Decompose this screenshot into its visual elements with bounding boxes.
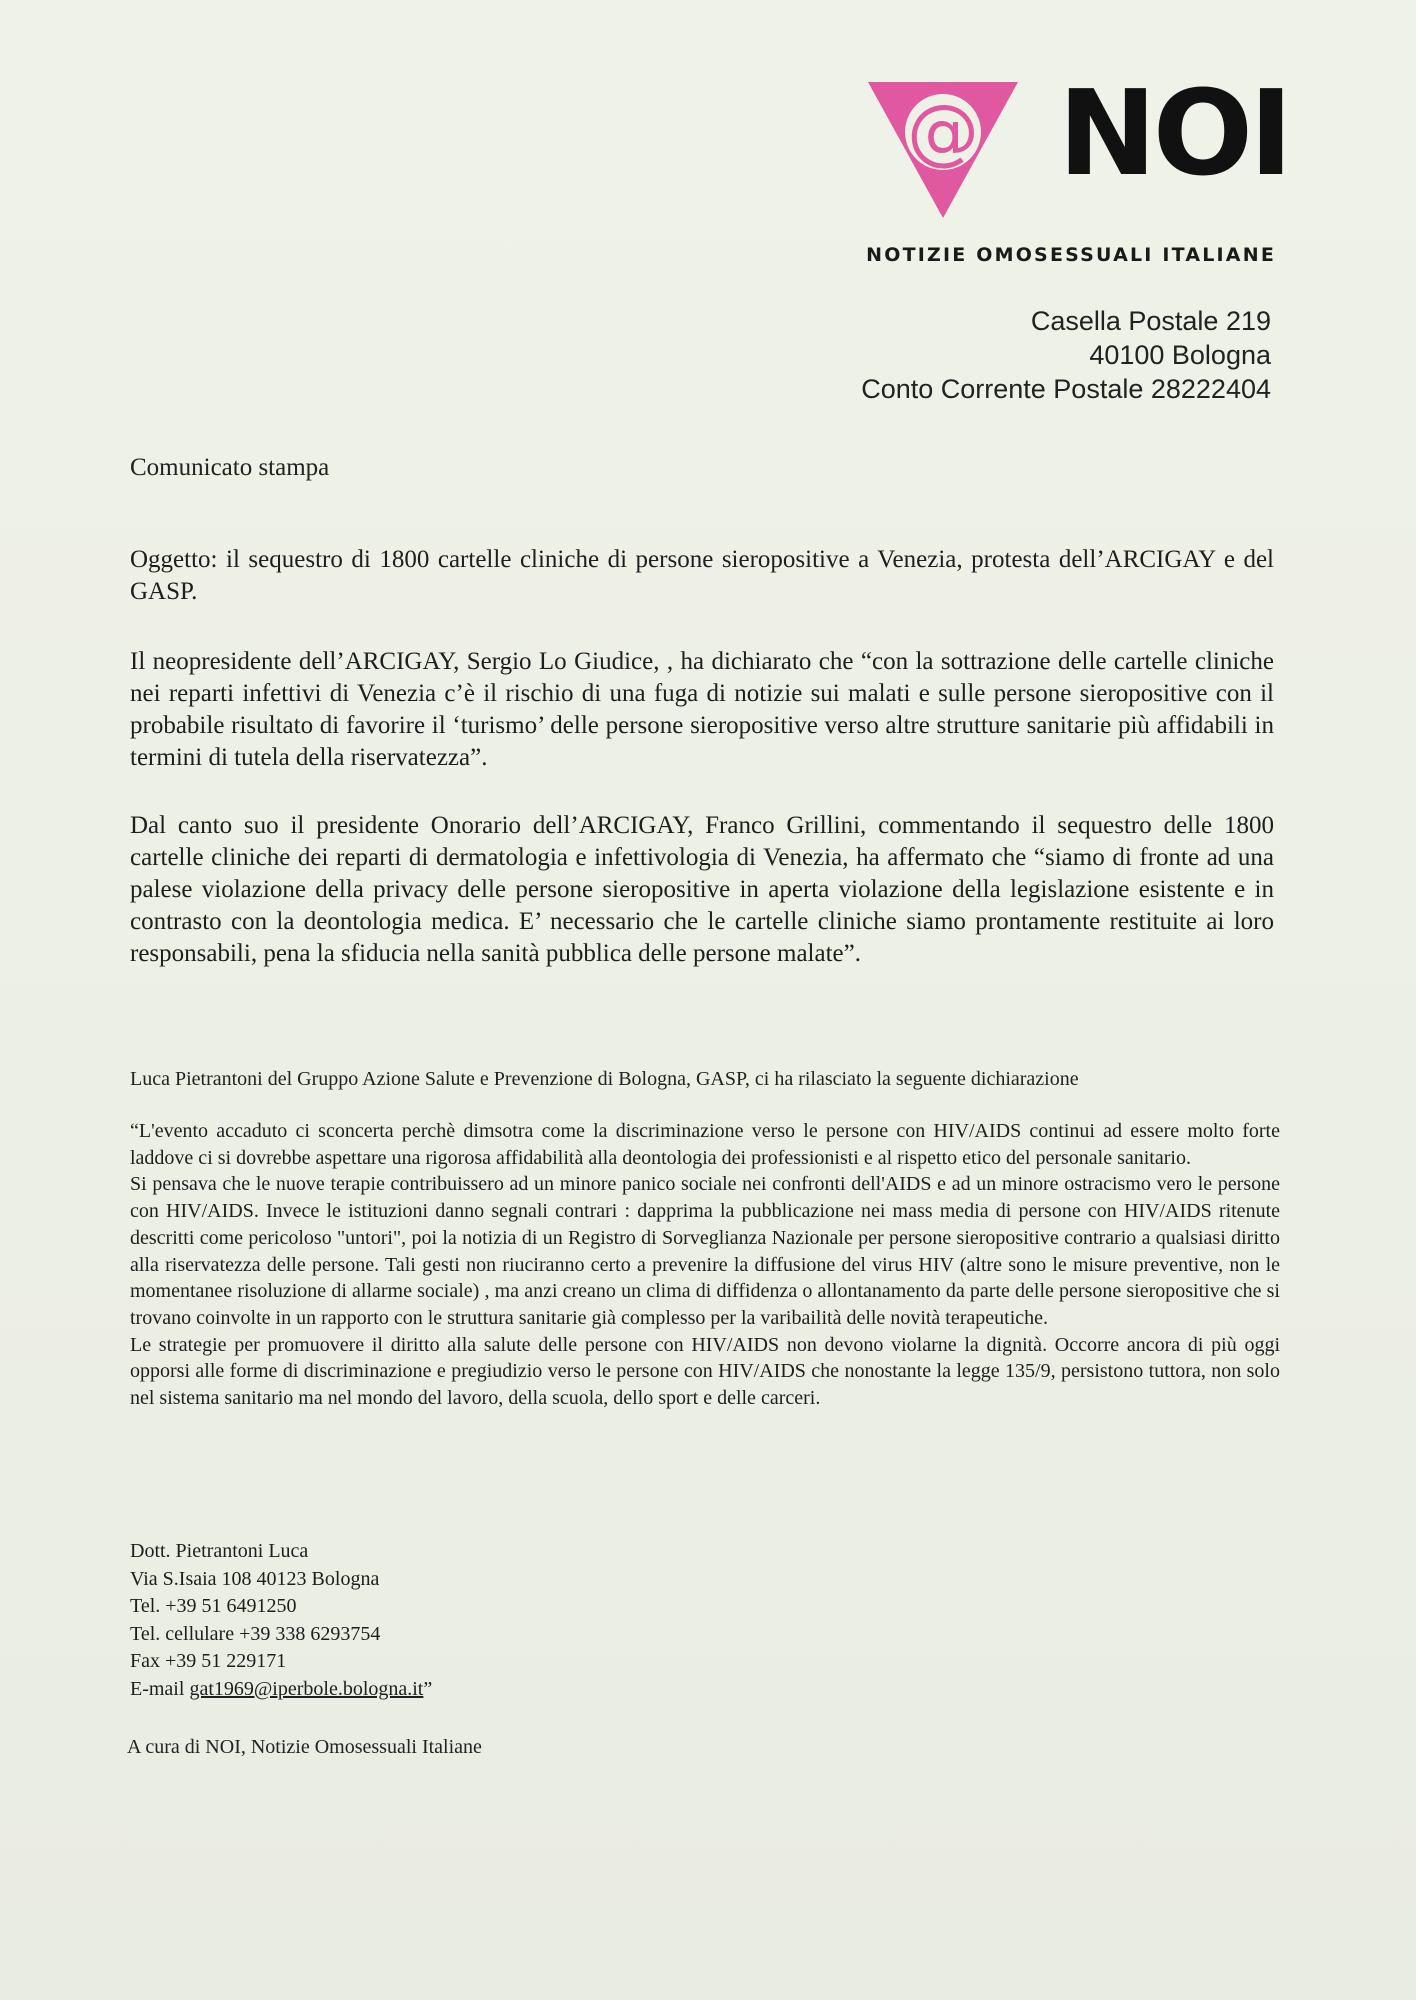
contact-tel: Tel. +39 51 6491250: [130, 1595, 297, 1617]
quote-paragraph-3: Le strategie per promuovere il diritto alla salute delle persone con HIV/AIDS non devono violarne la dignità. Occorre ancora di più oggi opporsi alle forme di discriminazione e pregiudizio verso le persone con HIV/AIDS che nonostante la legge 135/9, persistono tuttora, non solo nel sistema sanitario ma nel mondo del lavoro, della scuola, dello sport e delle carceri.: [130, 1333, 1280, 1410]
statement-intro: Luca Pietrantoni del Gruppo Azione Salute e Prevenzione di Bologna, GASP, ci ha rilasciato la seguente dichiarazione: [130, 1068, 1079, 1090]
document-heading: Comunicato stampa: [130, 454, 330, 481]
paragraph-1: Il neopresidente dell’ARCIGAY, Sergio Lo Giudice, , ha dichiarato che “con la sottrazione delle cartelle cliniche nei reparti infettivi di Venezia c’è il rischio di una fuga di notizie sui malati e sulle persone sieropositive con il probabile risultato di favorire il ‘turismo’ delle persone sieropositive verso altre strutture sanitarie più affidabili in termini di tutela della riservatezza”.: [130, 648, 1274, 771]
address-line-1: Casella Postale 219: [1030, 306, 1271, 336]
sender-address: [861, 304, 1271, 406]
quote-paragraph-2: Si pensava che le nuove terapie contribuissero ad un minore panico sociale nei confronti dell'AIDS e ad un minore ostracismo vero le persone con HIV/AIDS. Invece le istituzioni danno segnali contrari : dapprima la pubblicazione nei mass media di persone con HIV/AIDS ritenute descritti come pericoloso "untori", poi la notizia di un Registro di Sorveglianza Nazionale per persone sieropositive contrario a qualsiasi diritto alla riservatezza delle persone. Tali gesti non riuciranno certo a prevenire la diffusione del virus HIV (altre sono le misure preventive, non le momentanee risoluzione di allarme sociale) , ma anzi creano un clima di diffidenza o allontanamento da parte delle persone sieropositive che si trovano coinvolte in un rapporto con le struttura sanitarie già complesso per la varibailità delle novità terapeutiche.: [130, 1173, 1280, 1329]
paragraph-2: Dal canto suo il presidente Onorario dell’ARCIGAY, Franco Grillini, commentando il sequestro delle 1800 cartelle cliniche dei reparti di dermatologia e infettivologia di Venezia, ha affermato che “siamo di fronte ad una palese violazione della privacy delle persone sieropositive in aperta violazione della legislazione esistente e in contrasto con la deontologia medica. E’ necessario che le cartelle cliniche siamo prontamente restituite ai loro responsabili, pena la sfiducia nella sanità pubblica delle persone malate”.: [130, 812, 1274, 967]
contact-fax: Fax +39 51 229171: [130, 1650, 287, 1672]
address-line-2: 40100 Bologna: [1089, 340, 1271, 370]
logo-tagline: NOTIZIE OMOSESSUALI ITALIANE: [866, 244, 1276, 266]
statement-quote: [130, 1118, 1280, 1412]
pink-triangle-at-icon: [868, 82, 1038, 222]
email-link[interactable]: gat1969@iperbole.bologna.it: [189, 1677, 424, 1700]
contact-email-line: [130, 1676, 432, 1704]
logo-wordmark: NOI: [1058, 64, 1289, 202]
contact-block: [130, 1538, 432, 1703]
noi-logo: [868, 64, 1289, 222]
subject-line: Oggetto: il sequestro di 1800 cartelle cliniche di persone sieropositive a Venezia, protesta dell’ARCIGAY e del GASP.: [130, 546, 1274, 605]
footer-credit: A cura di NOI, Notizie Omosessuali Italiane: [127, 1736, 482, 1758]
contact-name: Dott. Pietrantoni Luca: [130, 1540, 309, 1562]
quote-paragraph-1: “L'evento accaduto ci sconcerta perchè dimsotra come la discriminazione verso le persone con HIV/AIDS continui ad essere molto forte laddove ci si dovrebbe aspettare una rigorosa affidabilità alla deontologia dei professionisti e al rispetto etico del personale sanitario.: [130, 1120, 1280, 1169]
contact-street: Via S.Isaia 108 40123 Bologna: [130, 1567, 380, 1590]
address-line-3: Conto Corrente Postale 28222404: [861, 374, 1271, 404]
email-label: E-mail: [130, 1677, 190, 1700]
contact-cell: Tel. cellulare +39 338 6293754: [130, 1622, 381, 1645]
at-symbol: @: [907, 89, 979, 173]
email-suffix: ”: [423, 1677, 433, 1700]
